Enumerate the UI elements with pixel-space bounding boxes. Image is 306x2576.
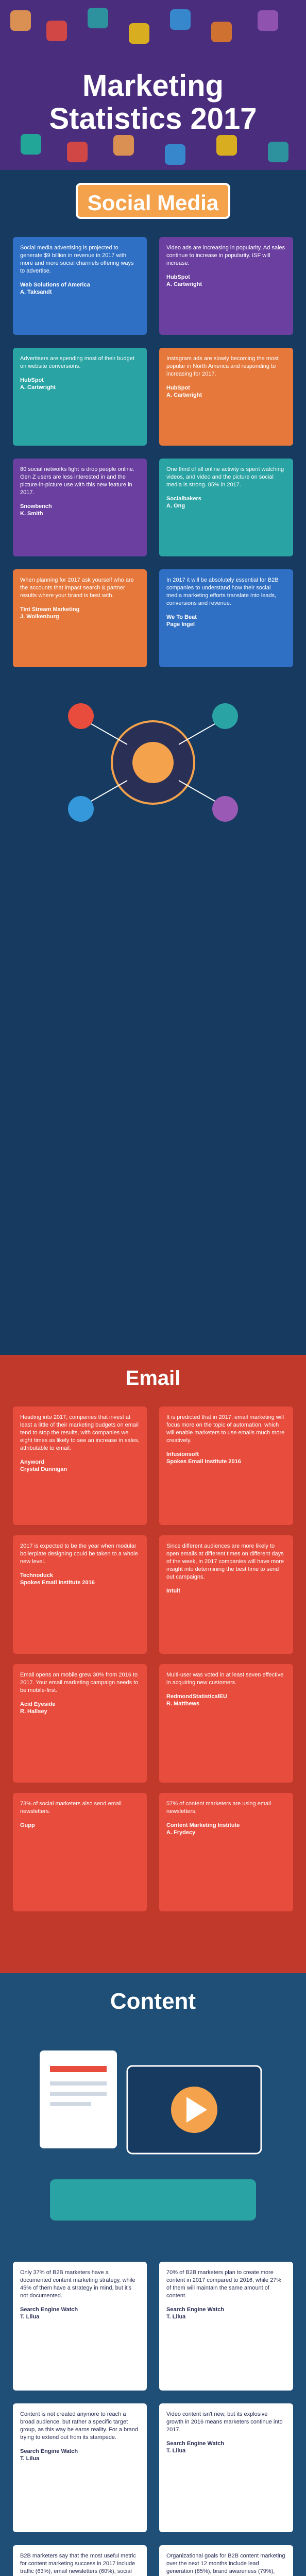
sm-card-8-source: We To Beat Page Ingel: [166, 614, 197, 628]
sm-card-8-text: In 2017 it will be absolutely essential for B2B companies to understand how their social media marketing efforts translate into leads, conversions and revenue.: [166, 577, 279, 606]
sm-card-3-text: Advertisers are spending most of their budget on website conversions.: [20, 355, 134, 369]
sm-card-3: [13, 348, 147, 446]
sm-card-7-source: Tint Stream Marketing J. Wolkenburg: [20, 606, 80, 620]
em-card-4: [159, 1535, 293, 1654]
social-media-heading: Social Media: [76, 183, 230, 219]
page-title: [0, 70, 306, 135]
em-card-2-source: Infusionsoft Spokes Email Institute 2016: [166, 1451, 241, 1465]
ct-card-6: [159, 2545, 293, 2576]
ct-card-2: [159, 2262, 293, 2391]
ct-card-2-source: Search Engine Watch T. Lilua: [166, 2307, 225, 2320]
ct-card-1-text: Only 37% of B2B marketers have a documented content marketing strategy, while 45% of them have a strategy in mind, but it's not documented.: [20, 2269, 135, 2299]
social-media-section: [0, 170, 306, 1355]
lightbulb-icon: [129, 23, 149, 44]
em-card-4-text: Since different audiences are more likely to open emails at different times on different days of the week, in 2017 companies will have more insight into determining the best time to send out campaigns.: [166, 1543, 284, 1580]
sm-card-4: [159, 348, 293, 446]
ct-card-1: [13, 2262, 147, 2391]
em-card-1-text: Heading into 2017, companies that invest at least a little of their marketing budgets on email tend to stop the results, with companies we eight times as likely to see an increase in sales, attributable to email.: [20, 1414, 140, 1451]
em-card-6: [159, 1664, 293, 1783]
ct-card-5: [13, 2545, 147, 2576]
phone-icon: [21, 134, 41, 155]
sm-card-5: [13, 459, 147, 556]
sm-card-2: [159, 237, 293, 335]
sm-card-5-source: Snowbench K. Smith: [20, 503, 52, 517]
title-line-2: Statistics 2017: [49, 102, 257, 135]
sm-card-2-source: HubSpot A. Cartwright: [166, 274, 202, 287]
hero-section: [0, 0, 306, 170]
ct-card-5-text: B2B marketers say that the most useful metric for content marketing success in 2017 include traffic (63%), email newsletters (60%), social: [20, 2553, 136, 2574]
em-card-2-text: It is predicted that in 2017, email marketing will focus more on the topic of automation, which will enable marketers to use emails much more creatively.: [166, 1414, 285, 1444]
target-icon: [170, 9, 191, 30]
em-card-4-source: Intuit: [166, 1588, 180, 1594]
ct-card-4-text: Video content isn't new, but its explosive growth in 2016 means marketers continue into 2017.: [166, 2411, 283, 2433]
em-card-5-text: Email opens on mobile grew 30% from 2016 to 2017. Your email marketing campaign needs to be mobile-first.: [20, 1672, 139, 1693]
ct-card-1-source: Search Engine Watch T. Lilua: [20, 2307, 78, 2320]
em-card-8: [159, 1793, 293, 1911]
ct-card-4: [159, 2403, 293, 2532]
em-card-3-text: 2017 is expected to be the year when modular boilerplate designing could be taken to a whole new level.: [20, 1543, 138, 1565]
em-card-7: [13, 1793, 147, 1911]
ct-card-4-source: Search Engine Watch T. Lilua: [166, 2441, 225, 2454]
ct-card-6-text: Organizational goals for B2B content marketing over the next 12 months include lead generation (85%), brand awareness (79%),: [166, 2553, 285, 2574]
em-card-5-source: Acid Eyeside R. Hallsey: [20, 1701, 56, 1715]
em-card-1-source: Anyword Crystal Dunnigan: [20, 1459, 67, 1472]
em-card-2: [159, 1406, 293, 1525]
content-section: [0, 1973, 306, 2576]
em-card-8-text: 57% of content marketers are using email newsletters.: [166, 1801, 271, 1815]
ct-card-2-text: 70% of B2B marketers plan to create more content in 2017 compared to 2016, while 27% of them will maintain the same amount of content.: [166, 2269, 282, 2299]
pie-chart-icon: [67, 142, 88, 162]
sm-card-7: [13, 569, 147, 667]
sm-card-6-source: Socialbakers A. Ong: [166, 496, 201, 509]
em-card-3: [13, 1535, 147, 1654]
laptop-icon: [165, 144, 185, 165]
sm-card-2-text: Video ads are increasing in popularity. Ad sales continue to increase in popularity. ISF will increase.: [166, 245, 285, 266]
em-card-6-text: Multi-user was voted in at least seven effective in acquiring new customers.: [166, 1672, 284, 1686]
sm-card-5-text: 80 social networks fight is drop people online. Gen Z users are less interested in and the picture-in-picture use with this new feature in 2017.: [20, 466, 134, 496]
sm-card-8: [159, 569, 293, 667]
sm-card-3-source: HubSpot A. Cartwright: [20, 377, 56, 391]
em-card-5: [13, 1664, 147, 1783]
ct-card-3: [13, 2403, 147, 2532]
mail-icon: [88, 8, 108, 28]
chart-icon: [46, 21, 67, 41]
ct-card-3-source: Search Engine Watch T. Lilua: [20, 2448, 78, 2462]
sm-card-4-source: HubSpot A. Cartwright: [166, 385, 202, 398]
email-section: [0, 1355, 306, 1973]
em-card-8-source: Content Marketing Institute A. Frydecy: [166, 1822, 240, 1836]
sm-card-7-text: When planning for 2017 ask yourself who are the accounts that impact search & partner results where your brand is best with.: [20, 577, 134, 599]
email-heading: Email: [125, 1367, 181, 1389]
title-line-1: Marketing: [82, 69, 224, 103]
em-card-1: [13, 1406, 147, 1525]
content-heading: Content: [110, 1989, 196, 2014]
sm-card-4-text: Instagram ads are slowly becoming the most popular in North America and responding to increasing for 2017.: [166, 355, 279, 377]
ct-card-3-text: Content is not created anymore to reach a broad audience, but rather a specific target group, as this way he earns reality. For a brand trying to extend out from its stampede.: [20, 2411, 139, 2441]
social-network-illustration: [50, 685, 256, 840]
star-icon: [216, 135, 237, 156]
em-card-7-text: 73% of social marketers also send email newsletters.: [20, 1801, 122, 1815]
sm-card-6: [159, 459, 293, 556]
megaphone-icon: [10, 10, 31, 31]
sm-card-1: [13, 237, 147, 335]
gear-icon: [211, 22, 232, 42]
em-card-3-source: Technoduck Spokes Email Institute 2016: [20, 1572, 95, 1586]
sm-card-6-text: One third of all online activity is spent watching videos, and video and the picture on social media is strong. 85% in 2017.: [166, 466, 284, 488]
globe-icon: [113, 135, 134, 156]
em-card-7-source: Gupp: [20, 1822, 35, 1828]
sm-card-1-source: Web Solutions of America A. Taksandt: [20, 282, 90, 295]
camera-icon: [258, 10, 278, 31]
content-illustration: [19, 2035, 287, 2241]
sm-card-1-text: Social media advertising is projected to generate $9 billion in revenue in 2017 with more and more social channels offering ways to advertise.: [20, 245, 134, 274]
em-card-6-source: RedmondStatisticalEU R. Matthews: [166, 1693, 227, 1707]
cloud-icon: [268, 142, 288, 162]
